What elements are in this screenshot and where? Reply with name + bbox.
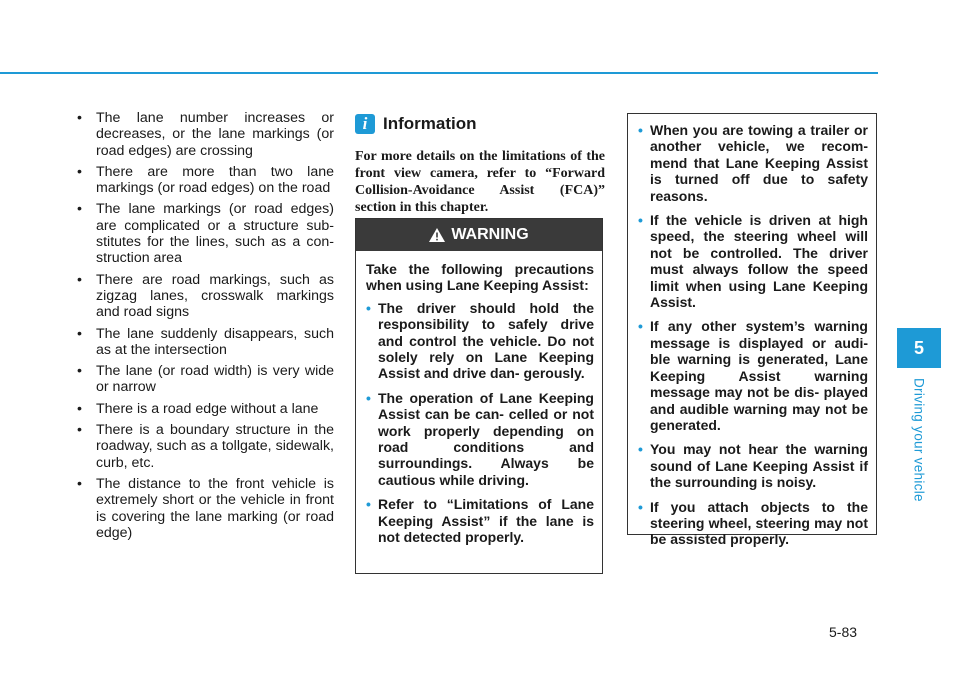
warning-continuation-box: [627, 113, 877, 548]
continuation-list: [638, 122, 868, 548]
warning-triangle-icon: [429, 228, 445, 242]
list-item: • The lane (or road width) is very wide or narrow: [77, 363, 334, 396]
list-item: • The lane suddenly disappears, such as at the intersection: [77, 325, 334, 358]
top-divider: [0, 72, 878, 74]
warning-header: [356, 219, 602, 251]
information-header: [355, 114, 605, 134]
warning-body: [356, 251, 602, 562]
info-icon: i: [355, 114, 375, 134]
warning-title: WARNING: [451, 226, 529, 243]
warning-intro: Take the following precautions when using Lane Keeping Assist:: [366, 261, 594, 294]
limitations-list: [72, 110, 334, 541]
list-item: • There are more than two lane markings (or road edges) on the road: [77, 163, 334, 197]
list-item: • You may not hear the warning sound of Lane Keeping Assist if the surrounding is noisy.: [638, 441, 868, 491]
information-title: Information: [383, 114, 477, 133]
list-item: • The lane markings (or road edges) are complicated or a structure sub- stitutes for the lines, such as a con- struction area: [77, 201, 334, 267]
list-item: • There is a road edge without a lane: [77, 400, 319, 417]
list-item: • If the vehicle is driven at high speed, the steering wheel will not be controlled. The driver must always follow the speed limit when using Lane Keeping Assist.: [638, 212, 868, 311]
chapter-title-vertical: [904, 378, 934, 502]
warning-list: [366, 300, 594, 546]
list-item: • When you are towing a trailer or another vehicle, we recom- mend that Lane Keeping Assist is turned off due to safety reasons.: [638, 122, 868, 204]
information-block: [355, 114, 605, 216]
chapter-tab: 5: [897, 328, 941, 368]
list-item: • There are road markings, such as zigzag lanes, crosswalk markings and road signs: [77, 271, 334, 321]
warning-box: [355, 218, 603, 574]
list-item: • The operation of Lane Keeping Assist can be can- celled or not work properly depending on road conditions and surroundings. Always be cautious while driving.: [366, 389, 594, 488]
list-item: • The distance to the front vehicle is extremely short or the vehicle in front is covering the lane marking (or road edge): [77, 475, 334, 541]
page-number: 5-83: [829, 624, 858, 640]
list-item: • The driver should hold the responsibility to safely drive and control the vehicle. Do not solely rely on Lane Keeping Assist and drive dan- gerously.: [366, 299, 594, 382]
list-item: • Refer to “Limitations of Lane Keeping Assist” if the lane is not detected properly.: [366, 496, 594, 546]
left-column: [72, 110, 334, 546]
list-item: • If any other system’s warning message is displayed or audi- ble warning is generated, Lane Keeping Assist warning message may not be dis- played and audible warning may not be generated.: [638, 318, 868, 433]
list-item: • If you attach objects to the steering wheel, steering may not be assisted properly.: [638, 498, 868, 548]
list-item: • The lane number increases or decreases, or the lane markings (or road edges) are crossing: [77, 110, 334, 159]
chapter-title: Driving your vehicle: [911, 378, 927, 502]
information-text: For more details on the limitations of the front view camera, refer to “Forward Collision-Avoidance Assist (FCA)” section in this chapter.: [355, 149, 605, 215]
list-item: • There is a boundary structure in the roadway, such as a tollgate, sidewalk, curb, etc.: [77, 422, 334, 471]
